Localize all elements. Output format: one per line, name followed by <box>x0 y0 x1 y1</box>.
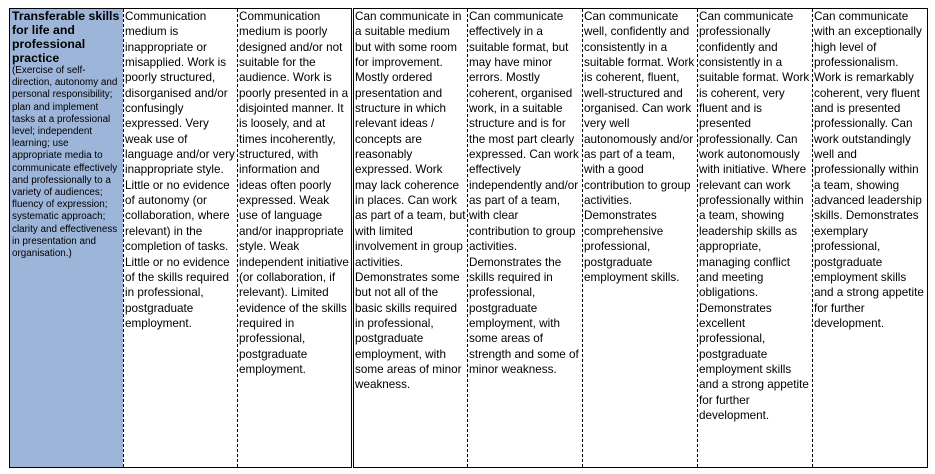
level-2-descriptor: Communication medium is poorly designed and/or not suitable for the audience. Work is poorly presented in a disjointed manner. It is loosely, and at times incoherently, structured, with information and ideas often poorly expressed. Weak use of language and/or inappropriate style. Weak independent initiative (or collaboration, if relevant). Limited evidence of the skills required in professional, postgraduate employment. <box>238 9 353 468</box>
level-4-descriptor: Can communicate effectively in a suitable format, but may have minor errors. Mostly coherent, organised work, in a suitable structure and is for the most part clearly expressed. Can work effectively independently and/or as part of a team, with clear contribution to group activities. Demonstrates the skills required in professional, postgraduate employment, with some areas of strength and some of minor weakness. <box>468 9 583 468</box>
criterion-cell <box>10 9 124 468</box>
rubric-table <box>9 8 928 468</box>
level-6-descriptor: Can communicate professionally confidently and consistently in a suitable format. Work is coherent, very fluent and is presented professionally. Can work autonomously with initiative. Where relevant can work professionally within a team, showing leadership skills as appropriate, managing conflict and meeting obligations. Demonstrates excellent professional, postgraduate employment skills and a strong appetite for further development. <box>698 9 813 468</box>
level-5-descriptor: Can communicate well, confidently and consistently in a suitable format. Work is coherent, fluent, well-structured and organised. Can work very well autonomously and/or as part of a team, with a good contribution to group activities. Demonstrates comprehensive professional, postgraduate employment skills. <box>583 9 698 468</box>
criterion-title: Transferable skills for life and professional practice <box>12 9 120 65</box>
level-1-descriptor: Communication medium is inappropriate or misapplied. Work is poorly structured, disorganised and/or confusingly expressed. Very weak use of language and/or very inappropriate style. Little or no evidence of autonomy (or collaboration, where relevant) in the completion of tasks. Little or no evidence of the skills required in professional, postgraduate employment. <box>124 9 238 468</box>
rubric-row <box>10 9 928 468</box>
criterion-description: (Exercise of self-direction, autonomy and personal responsibility; plan and implement tasks at a professional level; independent learning; use appropriate media to communicate effectively and professionally to a variety of audiences; fluency of expression; systematic approach; clarity and effectiveness in presentation and organisation.) <box>12 65 118 260</box>
level-3-descriptor: Can communicate in a suitable medium but with some room for improvement. Mostly ordered presentation and structure in which relevant ideas / concepts are reasonably expressed. Work may lack coherence in places. Can work as part of a team, but with limited involvement in group activities. Demonstrates some but not all of the basic skills required in professional, postgraduate employment, with some areas of minor weakness. <box>353 9 468 468</box>
level-7-descriptor: Can communicate with an exceptionally high level of professionalism. Work is remarkably coherent, very fluent and is presented professionally. Can work outstandingly well and professionally within a team, showing advanced leadership skills. Demonstrates exemplary professional, postgraduate employment skills and a strong appetite for further development. <box>813 9 928 468</box>
